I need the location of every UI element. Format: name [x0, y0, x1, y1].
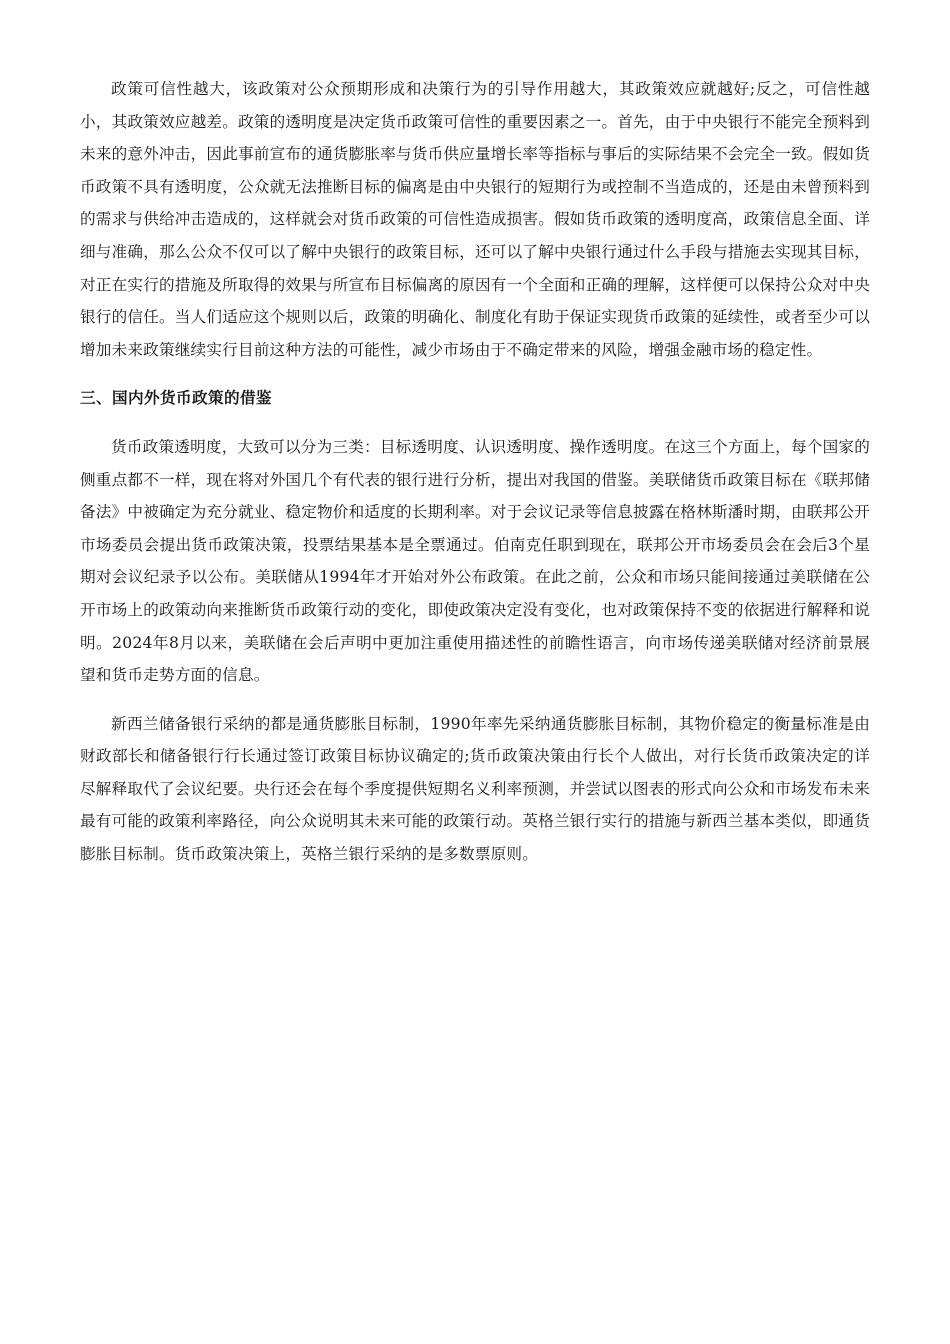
section-heading: 三、国内外货币政策的借鉴 [80, 389, 272, 408]
paragraph-new-zealand-england: 新西兰储备银行采纳的都是通货膨胀目标制，1990年率先采纳通货膨胀目标制，其物价稳定的衡量标准是由财政部长和储备银行行长通过签订政策目标协议确定的;货币政策决策由行长个人做出，对行长货币政策决定的详尽解释取代了会议纪要。央行还会在每个季度提供短期名义利率预测，并尝试以图表的形式向公众和市场发布未来最有可能的政策利率路径，向公众说明其未来可能的政策行动。英格兰银行实行的措施与新西兰基本类似，即通货膨胀目标制。货币政策决策上，英格兰银行采纳的是多数票原则。 [80, 714, 870, 864]
paragraph-transparency-us-fed: 货币政策透明度，大致可以分为三类：目标透明度、认识透明度、操作透明度。在这三个方面上，每个国家的侧重点都不一样，现在将对外国几个有代表的银行进行分析，提出对我国的借鉴。美联储货币政策目标在《联邦储备法》中被确定为充分就业、稳定物价和适度的长期利率。对于会议记录等信息披露在格林斯潘时期，由联邦公开市场委员会提出货币政策决策，投票结果基本是全票通过。伯南克任职到现在，联邦公开市场委员会在会后3个星期对会议纪录予以公布。美联储从1994年才开始对外公布政策。在此之前，公众和市场只能间接通过美联储在公开市场上的政策动向来推断货币政策行动的变化，即使政策决定没有变化，也对政策保持不变的依据进行解释和说明。2024年8月以来，美联储在会后声明中更加注重使用描述性的前瞻性语言，向市场传递美联储对经济前景展望和货币走势方面的信息。 [80, 437, 870, 685]
document-page [80, 73, 870, 871]
paragraph-policy-credibility: 政策可信性越大，该政策对公众预期形成和决策行为的引导作用越大，其政策效应就越好;反之，可信性越小，其政策效应越差。政策的透明度是决定货币政策可信性的重要因素之一。首先，由于中央银行不能完全预料到未来的意外冲击，因此事前宣布的通货膨胀率与货币供应量增长率等指标与事后的实际结果不会完全一致。假如货币政策不具有透明度，公众就无法推断目标的偏离是由中央银行的短期行为或控制不当造成的，还是由未曾预料到的需求与供给冲击造成的，这样就会对货币政策的可信性造成损害。假如货币政策的透明度高，政策信息全面、详细与准确，那么公众不仅可以了解中央银行的政策目标，还可以了解中央银行通过什么手段与措施去实现其目标，对正在实行的措施及所取得的效果与所宣布目标偏离的原因有一个全面和正确的理解，这样便可以保持公众对中央银行的信任。当人们适应这个规则以后，政策的明确化、制度化有助于保证实现货币政策的延续性，或者至少可以增加未来政策继续实行目前这种方法的可能性，减少市场由于不确定带来的风险，增强金融市场的稳定性。 [80, 80, 870, 359]
